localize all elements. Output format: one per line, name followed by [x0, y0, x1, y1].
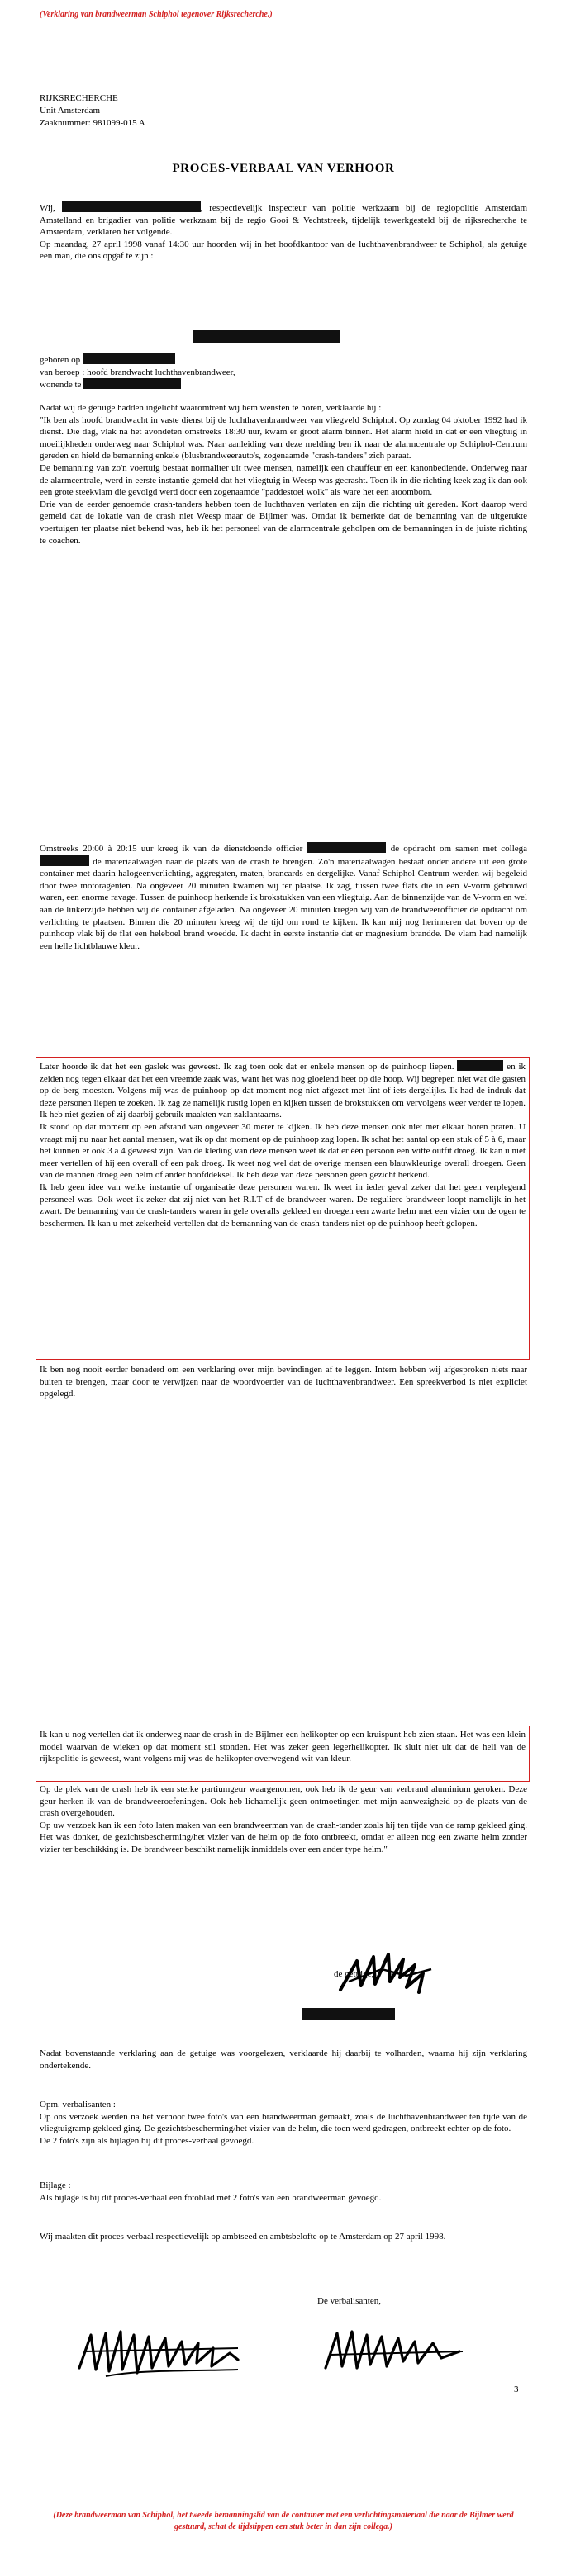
- intro-text-1: , respectievelijk inspecteur van politie werkzaam bij de regiopolitie Amsterdam Amstelland en brigadier van politie werkzaam bij de regio Gooi & Vechtstreek, tijdelijk tewerkgesteld bij de rijksrecherche te Amsterdam, verklaren het volgende.: [40, 203, 527, 238]
- redaction-block: [193, 330, 340, 343]
- oath-section: [40, 2231, 527, 2243]
- remarks-text-2: De 2 foto's zijn als bijlagen bij dit proces-verbaal gevoegd.: [40, 2135, 254, 2146]
- redaction-block: [83, 378, 181, 389]
- remarks-text: Op ons verzoek werden na het verhoor twee foto's van een brandweerman gemaakt, zoals de luchthavenbrandweer ten tijde van de vliegtuigramp gekleed ging. De gezichtsbescherming/het vizier van de helm, die toen werd gedragen, ontbreekt echter op de foto.: [40, 2111, 527, 2134]
- statement-paragraph: "Ik ben als hoofd brandwacht in vaste dienst bij de luchthavenbrandweer van vliegveld Schiphol. Op zondag 04 oktober 1992 had ik dienst. Die dag, vlak na het avondeten omstreeks 18:30 uur, kwam er groot alarm binnen. Het alarm hield in dat er een vliegtuig in moeilijkheden onderweg naar Schiphol was. Naar aanleiding van deze melding ben ik naar de alarmcentrale op Schiphol-Centrum gereden en hield de bemanning enkele (blusbrandweerauto's, zogenaamde "crash-tanders" zich paraat.: [40, 414, 527, 462]
- profession-line: van beroep : hoofd brandwacht luchthavenbrandweer,: [40, 367, 235, 377]
- notified-paragraph: Nadat wij de getuige hadden ingelicht waaromtrent wij hem wensten te horen, verklaarde hij :: [40, 403, 382, 413]
- statement-part-2: [40, 842, 527, 952]
- page-number: 3: [514, 2384, 519, 2394]
- officer-signature-2: [317, 2318, 474, 2384]
- closing-paragraph: Nadat bovenstaande verklaring aan de getuige was voorgelezen, verklaarde hij daarbij te volharden, waarna hij zijn verklaring ondertekende.: [40, 2048, 527, 2071]
- boxed-paragraph: Ik stond op dat moment op een afstand van ongeveer 30 meter te kijken. Ik heb deze mensen ook niet met elkaar horen praten. U vraagt mij nu naar het aantal mensen, wat ik op dat moment op de puinhoop zag lopen. Ik schat het aantal op een stuk of 5 à 6, maar het kunnen er ook 3 a 4 geweest zijn. Van de kleding van deze mensen weet ik dat er één persoon een witte outfit droeg. Ik kan u niet meer vertellen of hij een overall of een pak droeg. Ik weet nog wel dat de overige mensen een blauwkleurige overall droegen. Geen van de mannen droeg een helm of ander hoofddeksel. Ik heb deze van deze personen geen gezicht herkend.: [40, 1121, 526, 1181]
- after-box-2: [40, 1783, 527, 1856]
- officers-label: De verbalisanten,: [317, 2296, 381, 2306]
- redaction-block: [302, 2008, 395, 2020]
- intro-section: [40, 201, 527, 263]
- closing-section: [40, 2048, 527, 2072]
- statement-paragraph: Ik ben nog nooit eerder benaderd om een verklaring over mijn bevindingen af te leggen. Intern hebben wij afgesproken niets naar buiten te brengen, maar door te verwijzen naar de woordvoerder van de luchthavenbrandweer. Een spreekverbod is niet expliciet opgelegd.: [40, 1365, 527, 1399]
- unit-name: Unit Amsterdam: [40, 106, 101, 116]
- statement-paragraph: Omstreeks 20:00 à 20:15 uur kreeg ik van de dienstdoende officier de opdracht om samen met collega de materiaalwagen naar de plaats van de crash te brengen. Zo'n materiaalwagen bestaat onder andere uit een grote container met daarin halogeenverlichting, aggregaten, maten, brancards en dergelijke. Vanaf Schiphol-Centrum werden wij begeleid door twee motoragenten. Na ongeveer 20 minuten kwamen wij ter plaatse. Ik zag, tussen twee flats die in een V-vorm gebouwd waren, een enorme ravage. Tussen de puinhoop herkende ik brokstukken van een vliegtuig. Aan de binnenzijde van de V-vorm en wel aan de linkerzijde hebben wij de container afgeladen. Na ongeveer 20 minuten kregen wij van de brandweerofficier de opdracht om verlichting te plaatsen. Binnen die 20 minuten kreeg wij de tijd om rond te kijken. Ik kan mij nog herinneren dat boven op de puinhoop vlak bij de flat een heleboel brand woedde. Ik dacht in eerste instantie dat er magnesium brandde. De vlam had namelijk een helle lichtblauwe kleur.: [40, 844, 528, 951]
- statement-part-1: [40, 402, 527, 547]
- intro-paragraph: [40, 201, 527, 239]
- residence-line: wonende te: [40, 378, 527, 391]
- boxed-paragraph: Ik kan u nog vertellen dat ik onderweg naar de crash in de Bijlmer een helikopter op een kruispunt heb zien staan. Het was een klein model waarvan de wieken op dat moment stil stonden. Het was zeker geen legerhelikopter. Ik sluit niet uit dat de heli van de rijkspolitie is geweest, want volgens mij was de helikopter overwegend wit van kleur.: [40, 1730, 526, 1764]
- statement-paragraph: Op de plek van de crash heb ik een sterke partiumgeur waargenomen, ook heb ik de geur van verbrand aluminium geroken. Deze geur herken ik van de brandweeroefeningen. Ook heb lichamelijk geen ontmoetingen met mijn aanwezigheid op de plaats van de crash overgehouden.: [40, 1784, 527, 1819]
- remarks-section: [40, 2099, 527, 2147]
- highlighted-statement-1: [40, 1060, 526, 1229]
- boxed-paragraph: Ik heb geen idee van welke instantie of organisatie deze personen waren. Ik weet in ieder geval zeker dat het geen verplegend personeel was. Ook weet ik zeker dat zij niet van het R.I.T of de brandweer waren. De reguliere brandweer loopt namelijk in het zwart. De bemanning van de crash-tanders waren in gele overalls gekleed en droegen een zwarte helm met een vizier om de ogen te beschermen. Ik kan u met zekerheid vertellen dat de bemanning van de crash-tanders niet op de puinhoop heeft gelopen.: [40, 1181, 526, 1229]
- top-note: (Verklaring van brandweerman Schiphol tegenover Rijksrecherche.): [40, 10, 273, 19]
- after-box-1: [40, 1364, 527, 1400]
- attachment-section: [40, 2180, 527, 2204]
- redaction-block: [307, 842, 386, 853]
- redaction-block: [457, 1060, 503, 1071]
- born-line: geboren op: [40, 353, 527, 367]
- boxed-paragraph: Later hoorde ik dat het een gaslek was geweest. Ik zag toen ook dat er enkele mensen op de puinhoop liepen. en ik zeiden nog tegen elkaar dat het een vreemde zaak was, want het was nog gloeiend heet op die hoop. Wij begrepen niet wat die gasten op de berg moesten. Volgens mij was de puinhoop op dat moment nog niet afgezet met lint of iets dergelijks. Ik had de indruk dat deze personen liepen te zoeken. Ik zag ze namelijk rustig lopen en kijken tussen de brokstukken om vervolgens weer verder te lopen. Ik heb niet gezien of zij daarbij gebruik maakten van zaklantaarns.: [40, 1062, 526, 1120]
- statement-paragraph: Drie van de eerder genoemde crash-tanders hebben toen de luchthaven verlaten en zijn die richting uit gereden. Kort daarop werd gemeld dat de lokatie van de crash niet Weesp maar de Bijlmer was. Omdat ik bemerkte dat de bemanning van de uitgerukte voertuigen ter plaatse niet bekend was, heb ik het personeel van de alarmcentrale geholpen om de bemanningen in de juiste richting te coachen.: [40, 499, 527, 546]
- witness-sign-label: de getuige,: [334, 1969, 374, 1979]
- intro-wij: Wij,: [40, 203, 55, 213]
- statement-paragraph: De bemanning van zo'n voertuig bestaat normaliter uit twee mensen, namelijk een chauffeur en een kanonbediende. Onderweg naar de alarmcentrale, werd in eerste instantie gemeld dat het vliegtuig in Weesp was gecrasht. Toen ik in die richting keek zag ik dan ook een grote steekvlam die gevolgd werd door een zogenaamde "paddestoel wolk" als ware het een atoombom.: [40, 462, 527, 498]
- redaction-block: [62, 201, 201, 212]
- statement-paragraph: Op uw verzoek kan ik een foto laten maken van een brandweerman van de crash-tander zoals hij ten tijde van de ramp gekleed ging. Het was donker, de gezichtsbescherming/het vizier van de helm op de foto ontbreekt, omdat er alleen nog een zwarte helm zonder vizier ter beschikking is. De brandweer beschikt namelijk inmiddels over een ander type helm.": [40, 1820, 527, 1854]
- document-header: [40, 92, 145, 130]
- bottom-note: (Deze brandweerman van Schiphol, het tweede bemanningslid van de container met een verlichtingsmateriaal die naar de Bijlmer werd gestuurd, schat de tijdstippen een stuk beter in dan zijn collega.): [53, 2511, 514, 2531]
- case-number: Zaaknummer: 981099-015 A: [40, 118, 145, 128]
- redaction-block: [83, 353, 175, 364]
- intro-paragraph-2: Op maandag, 27 april 1998 vanaf 14:30 uur hoorden wij in het hoofdkantoor van de luchthavenbrandweer te Schiphol, als getuige een man, die ons opgaf te zijn :: [40, 239, 527, 262]
- attachment-text: Als bijlage is bij dit proces-verbaal een fotoblad met 2 foto's van een brandweerman gevoegd.: [40, 2192, 382, 2203]
- witness-details: [40, 353, 527, 391]
- page-title: PROCES-VERBAAL VAN VERHOOR: [172, 162, 395, 175]
- remarks-heading: Opm. verbalisanten :: [40, 2100, 116, 2110]
- highlighted-statement-2: [40, 1729, 526, 1765]
- attachment-heading: Bijlage :: [40, 2181, 71, 2190]
- org-name: RIJKSRECHERCHE: [40, 93, 118, 103]
- redaction-block: [40, 855, 89, 866]
- oath-text: Wij maakten dit proces-verbaal respectievelijk op ambtseed en ambtsbelofte op te Amsterdam op 27 april 1998.: [40, 2232, 446, 2242]
- officer-signature-1: [73, 2318, 263, 2384]
